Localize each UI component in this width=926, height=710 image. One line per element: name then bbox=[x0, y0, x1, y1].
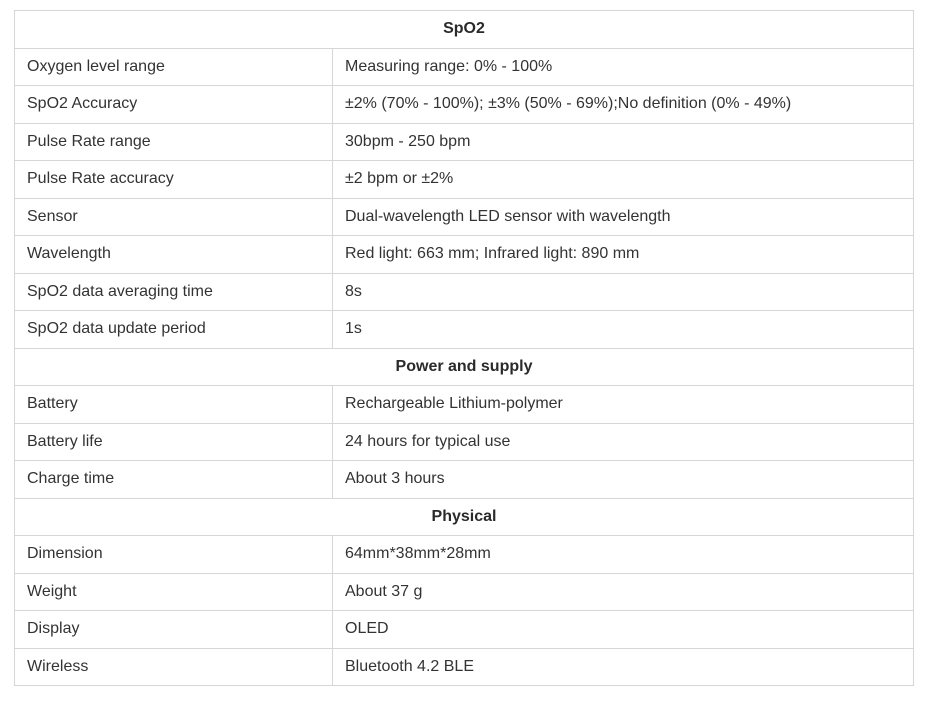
table-row bbox=[15, 123, 914, 161]
section-header-spo2 bbox=[15, 11, 914, 49]
table-row bbox=[15, 648, 914, 686]
spec-value: 24 hours for typical use bbox=[333, 423, 914, 461]
table-row bbox=[15, 161, 914, 199]
spec-value: Measuring range: 0% - 100% bbox=[333, 48, 914, 86]
spec-label: Battery bbox=[15, 386, 333, 424]
spec-value: About 3 hours bbox=[333, 461, 914, 499]
table-row bbox=[15, 311, 914, 349]
table-row bbox=[15, 423, 914, 461]
spec-label: SpO2 data averaging time bbox=[15, 273, 333, 311]
section-title: SpO2 bbox=[15, 11, 914, 49]
table-row bbox=[15, 48, 914, 86]
spec-value: OLED bbox=[333, 611, 914, 649]
spec-label: Wireless bbox=[15, 648, 333, 686]
table-row bbox=[15, 236, 914, 274]
table-row bbox=[15, 273, 914, 311]
spec-label: Wavelength bbox=[15, 236, 333, 274]
spec-label: Pulse Rate range bbox=[15, 123, 333, 161]
section-header-power bbox=[15, 348, 914, 386]
table-row bbox=[15, 573, 914, 611]
spec-label: SpO2 data update period bbox=[15, 311, 333, 349]
spec-value: About 37 g bbox=[333, 573, 914, 611]
spec-value: Red light: 663 mm; Infrared light: 890 mm bbox=[333, 236, 914, 274]
section-title: Physical bbox=[15, 498, 914, 536]
spec-label: Charge time bbox=[15, 461, 333, 499]
spec-value: Rechargeable Lithium-polymer bbox=[333, 386, 914, 424]
spec-value: ±2 bpm or ±2% bbox=[333, 161, 914, 199]
table-row bbox=[15, 536, 914, 574]
spec-value: Bluetooth 4.2 BLE bbox=[333, 648, 914, 686]
table-row bbox=[15, 611, 914, 649]
spec-label: Pulse Rate accuracy bbox=[15, 161, 333, 199]
section-title: Power and supply bbox=[15, 348, 914, 386]
section-header-physical bbox=[15, 498, 914, 536]
spec-label: SpO2 Accuracy bbox=[15, 86, 333, 124]
spec-value: ±2% (70% - 100%); ±3% (50% - 69%);No definition (0% - 49%) bbox=[333, 86, 914, 124]
spec-label: Weight bbox=[15, 573, 333, 611]
spec-value: 30bpm - 250 bpm bbox=[333, 123, 914, 161]
spec-value: 8s bbox=[333, 273, 914, 311]
spec-value: 64mm*38mm*28mm bbox=[333, 536, 914, 574]
spec-value: 1s bbox=[333, 311, 914, 349]
spec-value: Dual-wavelength LED sensor with wavelength bbox=[333, 198, 914, 236]
spec-label: Dimension bbox=[15, 536, 333, 574]
spec-label: Display bbox=[15, 611, 333, 649]
spec-label: Oxygen level range bbox=[15, 48, 333, 86]
table-row bbox=[15, 198, 914, 236]
table-row bbox=[15, 86, 914, 124]
table-row bbox=[15, 386, 914, 424]
spec-label: Battery life bbox=[15, 423, 333, 461]
spec-table bbox=[14, 10, 914, 686]
spec-label: Sensor bbox=[15, 198, 333, 236]
table-row bbox=[15, 461, 914, 499]
